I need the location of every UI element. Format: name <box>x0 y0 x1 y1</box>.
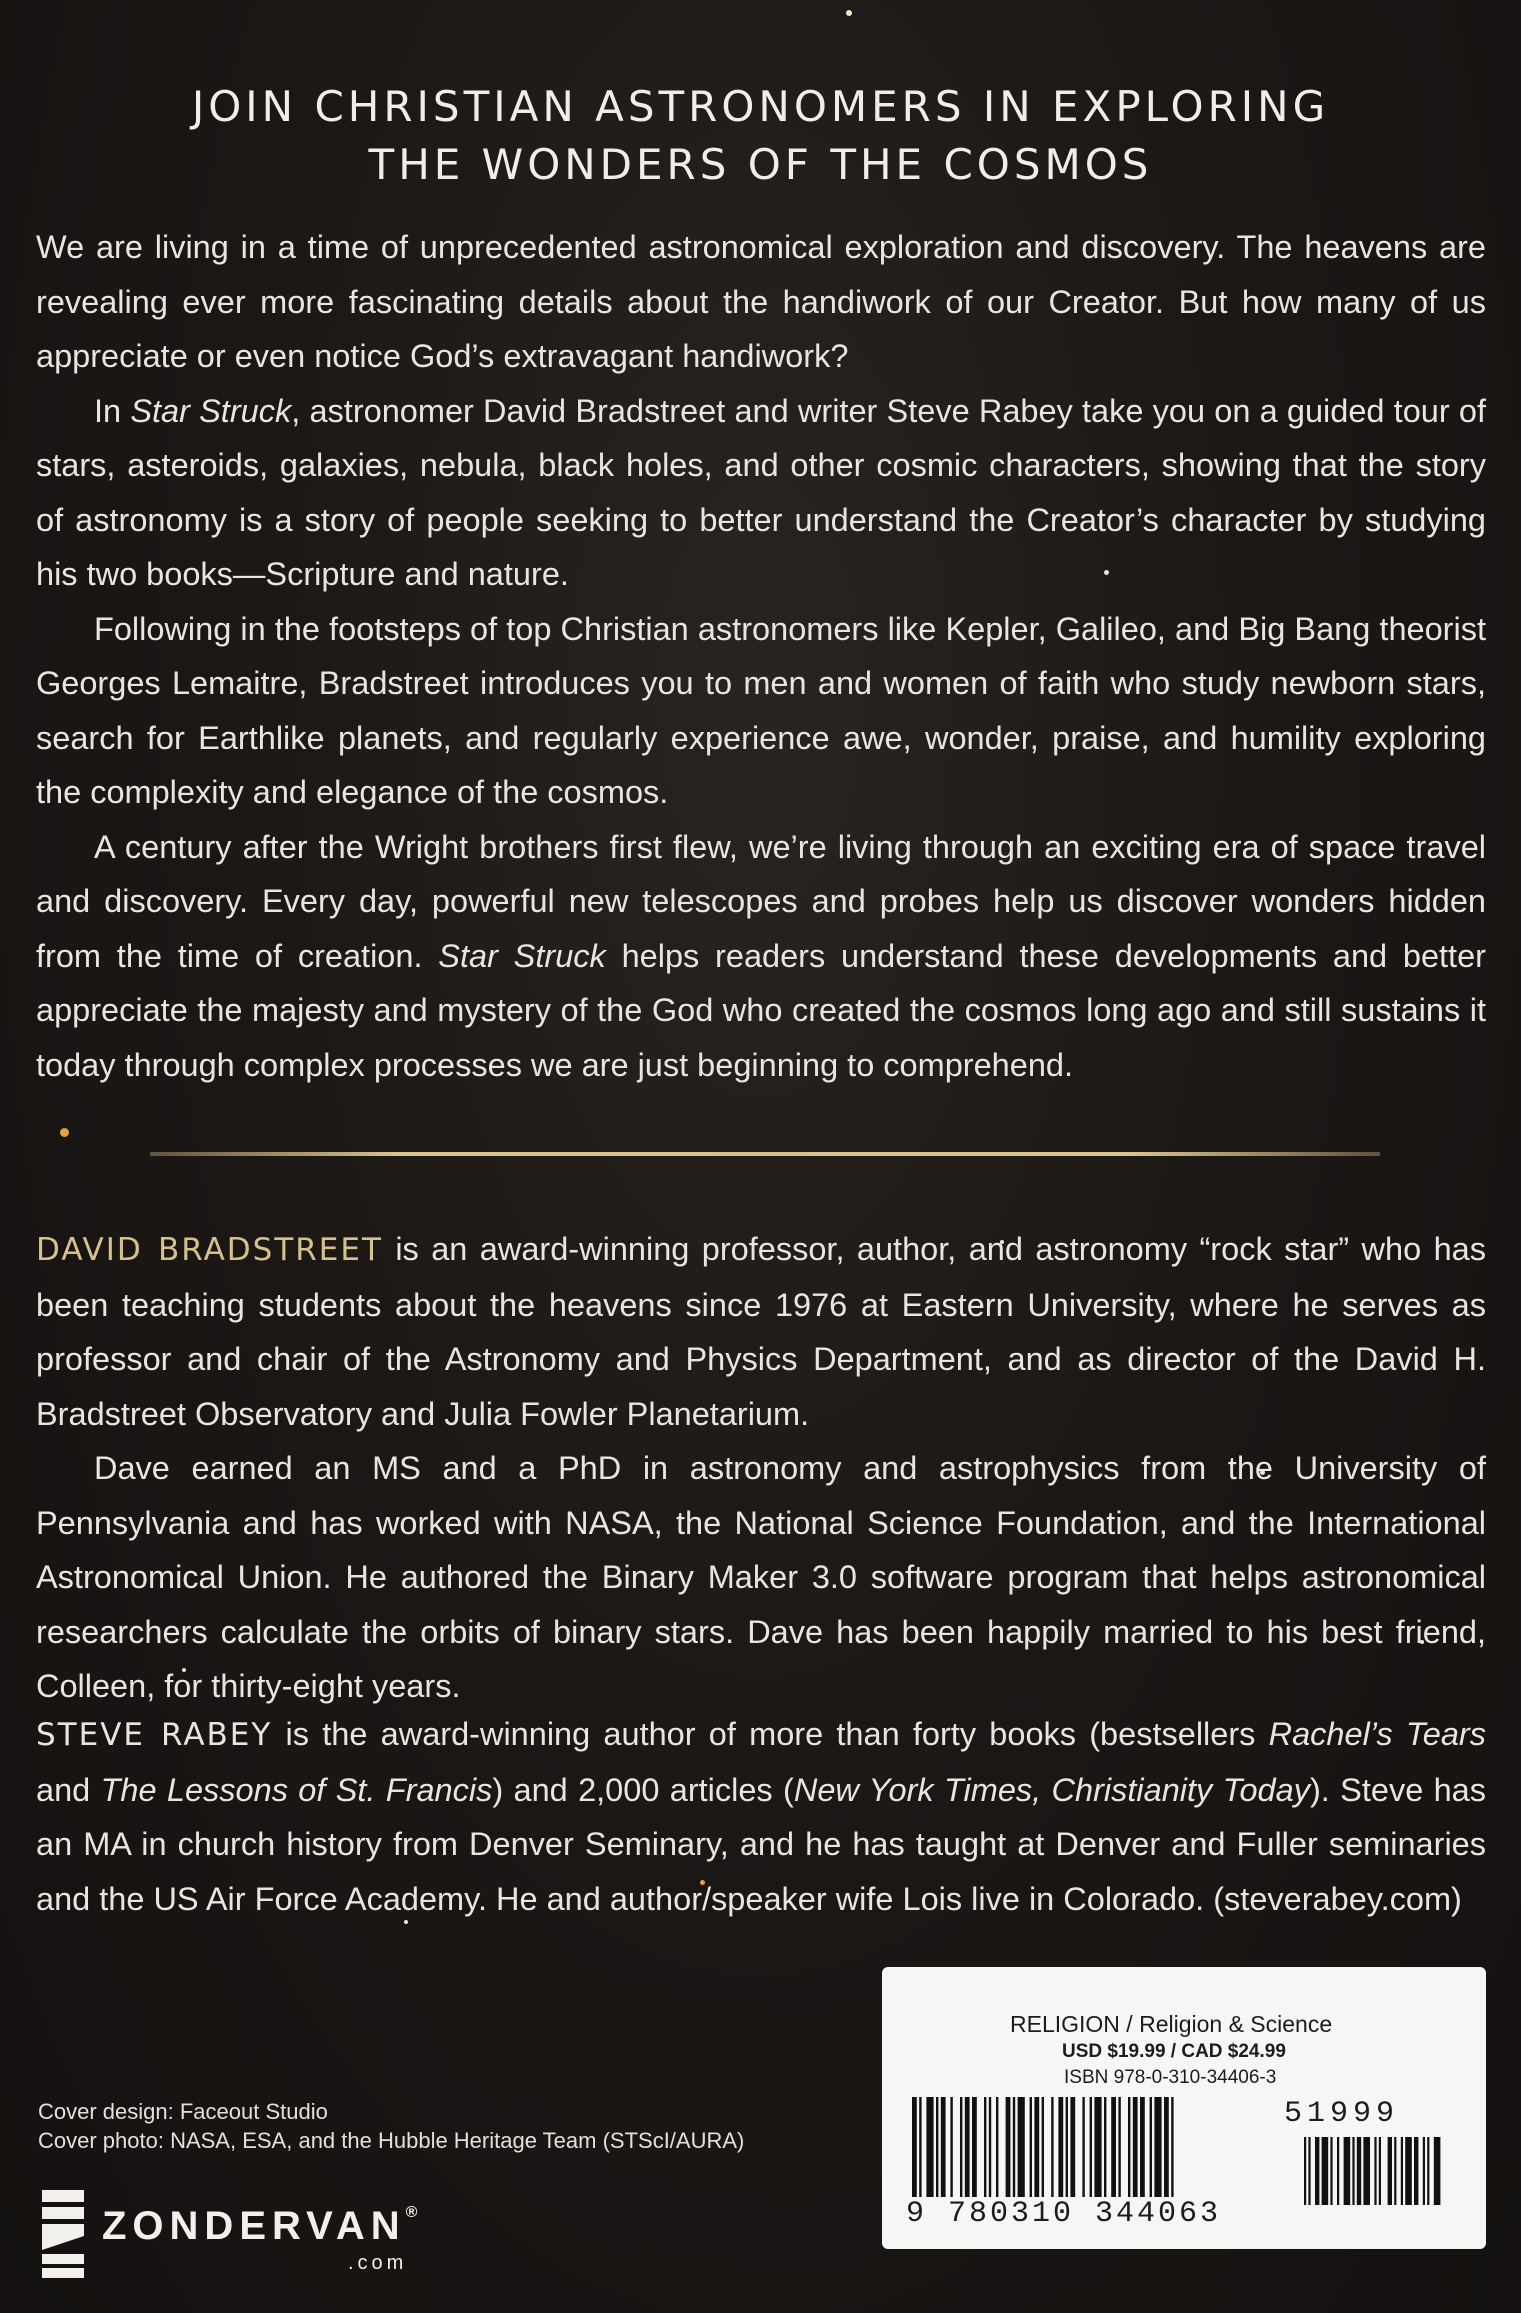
bradstreet-bio-paragraph-2: Dave earned an MS and a PhD in astronomy and astrophysics from the University of Pennsylvania and has worked with NASA, the National Science Foundation, and the International Astronomical Union. He authored the Binary Maker 3.0 software program that helps astronomical researchers calculate the orbits of binary stars. Dave has been happily married to his best friend, Colleen, for thirty-eight years. <box>36 1450 1486 1704</box>
bisac-category: RELIGION / Religion & Science <box>1010 2011 1333 2037</box>
description-paragraph-3: Following in the footsteps of top Christian astronomers like Kepler, Galileo, and Big Bang theorist Georges Lemaitre, Bradstreet introduces you to men and women of faith who study newborn stars, search for Earthlike planets, and regularly experience awe, wonder, praise, and humility exploring the complexity and elegance of the cosmos. <box>36 610 1486 810</box>
book-title-lessons: The Lessons of St. Francis <box>100 1771 493 1808</box>
description-paragraph-2-text-a: In <box>94 392 131 429</box>
cover-photo-credit: Cover photo: NASA, ESA, and the Hubble Heritage Team (STScI/AURA) <box>38 2128 745 2153</box>
publisher-name <box>102 2204 417 2249</box>
rabey-bio-text-3: ) and 2,000 articles ( <box>492 1771 794 1808</box>
price: USD $19.99 / CAD $24.99 <box>1062 2041 1286 2062</box>
book-title-rachels-tears: Rachel’s Tears <box>1268 1716 1486 1752</box>
author-name-rabey: STEVE RABEY <box>36 1717 273 1753</box>
description-paragraph-4 <box>36 820 1486 1093</box>
headline-line-1: JOIN CHRISTIAN ASTRONOMERS IN EXPLORING <box>191 82 1330 131</box>
description-paragraph-2-text-b: , astronomer David Bradstreet and writer Steve Rabey take you on a guided tour of stars, asteroids, galaxies, nebula, black holes, and other cosmic characters, showing that the story of astronomy is a story of people seeking to better understand the Creator’s character by studying his two books—Scripture and nature. <box>36 392 1486 592</box>
publication-names: New York Times, Christianity Today <box>793 1771 1310 1808</box>
headline-line-2: THE WONDERS OF THE COSMOS <box>368 140 1153 189</box>
cover-credits <box>38 2097 744 2155</box>
barcode-label <box>882 1967 1486 2249</box>
registered-mark: ® <box>405 2204 418 2221</box>
book-title: Star Struck <box>130 392 292 429</box>
author-bio-rabey <box>36 1707 1486 1926</box>
description-paragraph-1: We are living in a time of unprecedented astronomical exploration and discovery. The heavens are revealing ever more fascinating details about the handiwork of our Creator. But how many of us appreciate or even notice God’s extravagant handiwork? <box>36 229 1486 374</box>
bradstreet-bio-text-1: is an award-winning professor, author, and astronomy “rock star” who has been teaching students about the heavens since 1976 at Eastern University, where he serves as professor and chair of the Astronomy and Physics Department, and as director of the David H. Bradstreet Observatory and Julia Fowler Planetarium. <box>36 1231 1486 1432</box>
description-paragraph-2 <box>36 384 1486 602</box>
cover-design-credit: Cover design: Faceout Studio <box>38 2099 328 2124</box>
description-paragraph-4-text-a: A century after the Wright brothers first flew, we’re living through an exciting era of space travel and discovery. Every day, powerful new telescopes and probes help us discover wonders hidden from the time of creation. <box>36 828 1486 974</box>
publisher-domain: .com <box>348 2252 408 2274</box>
background-star <box>60 1128 69 1137</box>
barcode-digits: 9 780310 344063 <box>906 2197 1222 2231</box>
publisher-name-text: ZONDERVAN <box>102 2204 406 2248</box>
description-paragraph-4-text-b: helps readers understand these developments and better appreciate the majesty and mystery of the God who created the cosmos long ago and still sustains it today through complex processes we are just beginning to comprehend. <box>36 937 1486 1083</box>
rabey-bio-text-1: is the award-winning author of more than forty books (bestsellers <box>272 1716 1269 1752</box>
publisher-logo <box>38 2190 478 2290</box>
barcode-addon-digits: 51999 <box>1284 2097 1400 2131</box>
rabey-bio-paragraph <box>36 1707 1486 1926</box>
headline <box>0 78 1521 194</box>
book-title: Star Struck <box>438 937 606 974</box>
isbn: ISBN 978-0-310-34406-3 <box>1064 2067 1277 2088</box>
rabey-bio-text-4: ). Steve has an MA in church history from Denver Seminary, and he has taught at Denver and Fuller seminaries and the US Air Force Academy. He and author/speaker wife Lois live in Colorado. (steverabey.com) <box>36 1771 1486 1917</box>
section-divider <box>150 1152 1380 1156</box>
rabey-bio-text-2: and <box>36 1771 101 1808</box>
author-name-bradstreet: DAVID BRADSTREET <box>36 1232 383 1268</box>
background-star <box>846 10 852 16</box>
bradstreet-bio-paragraph-1 <box>36 1222 1486 1441</box>
book-description <box>36 220 1486 1092</box>
zondervan-mark-icon <box>38 2190 88 2278</box>
author-bio-bradstreet <box>36 1222 1486 1714</box>
